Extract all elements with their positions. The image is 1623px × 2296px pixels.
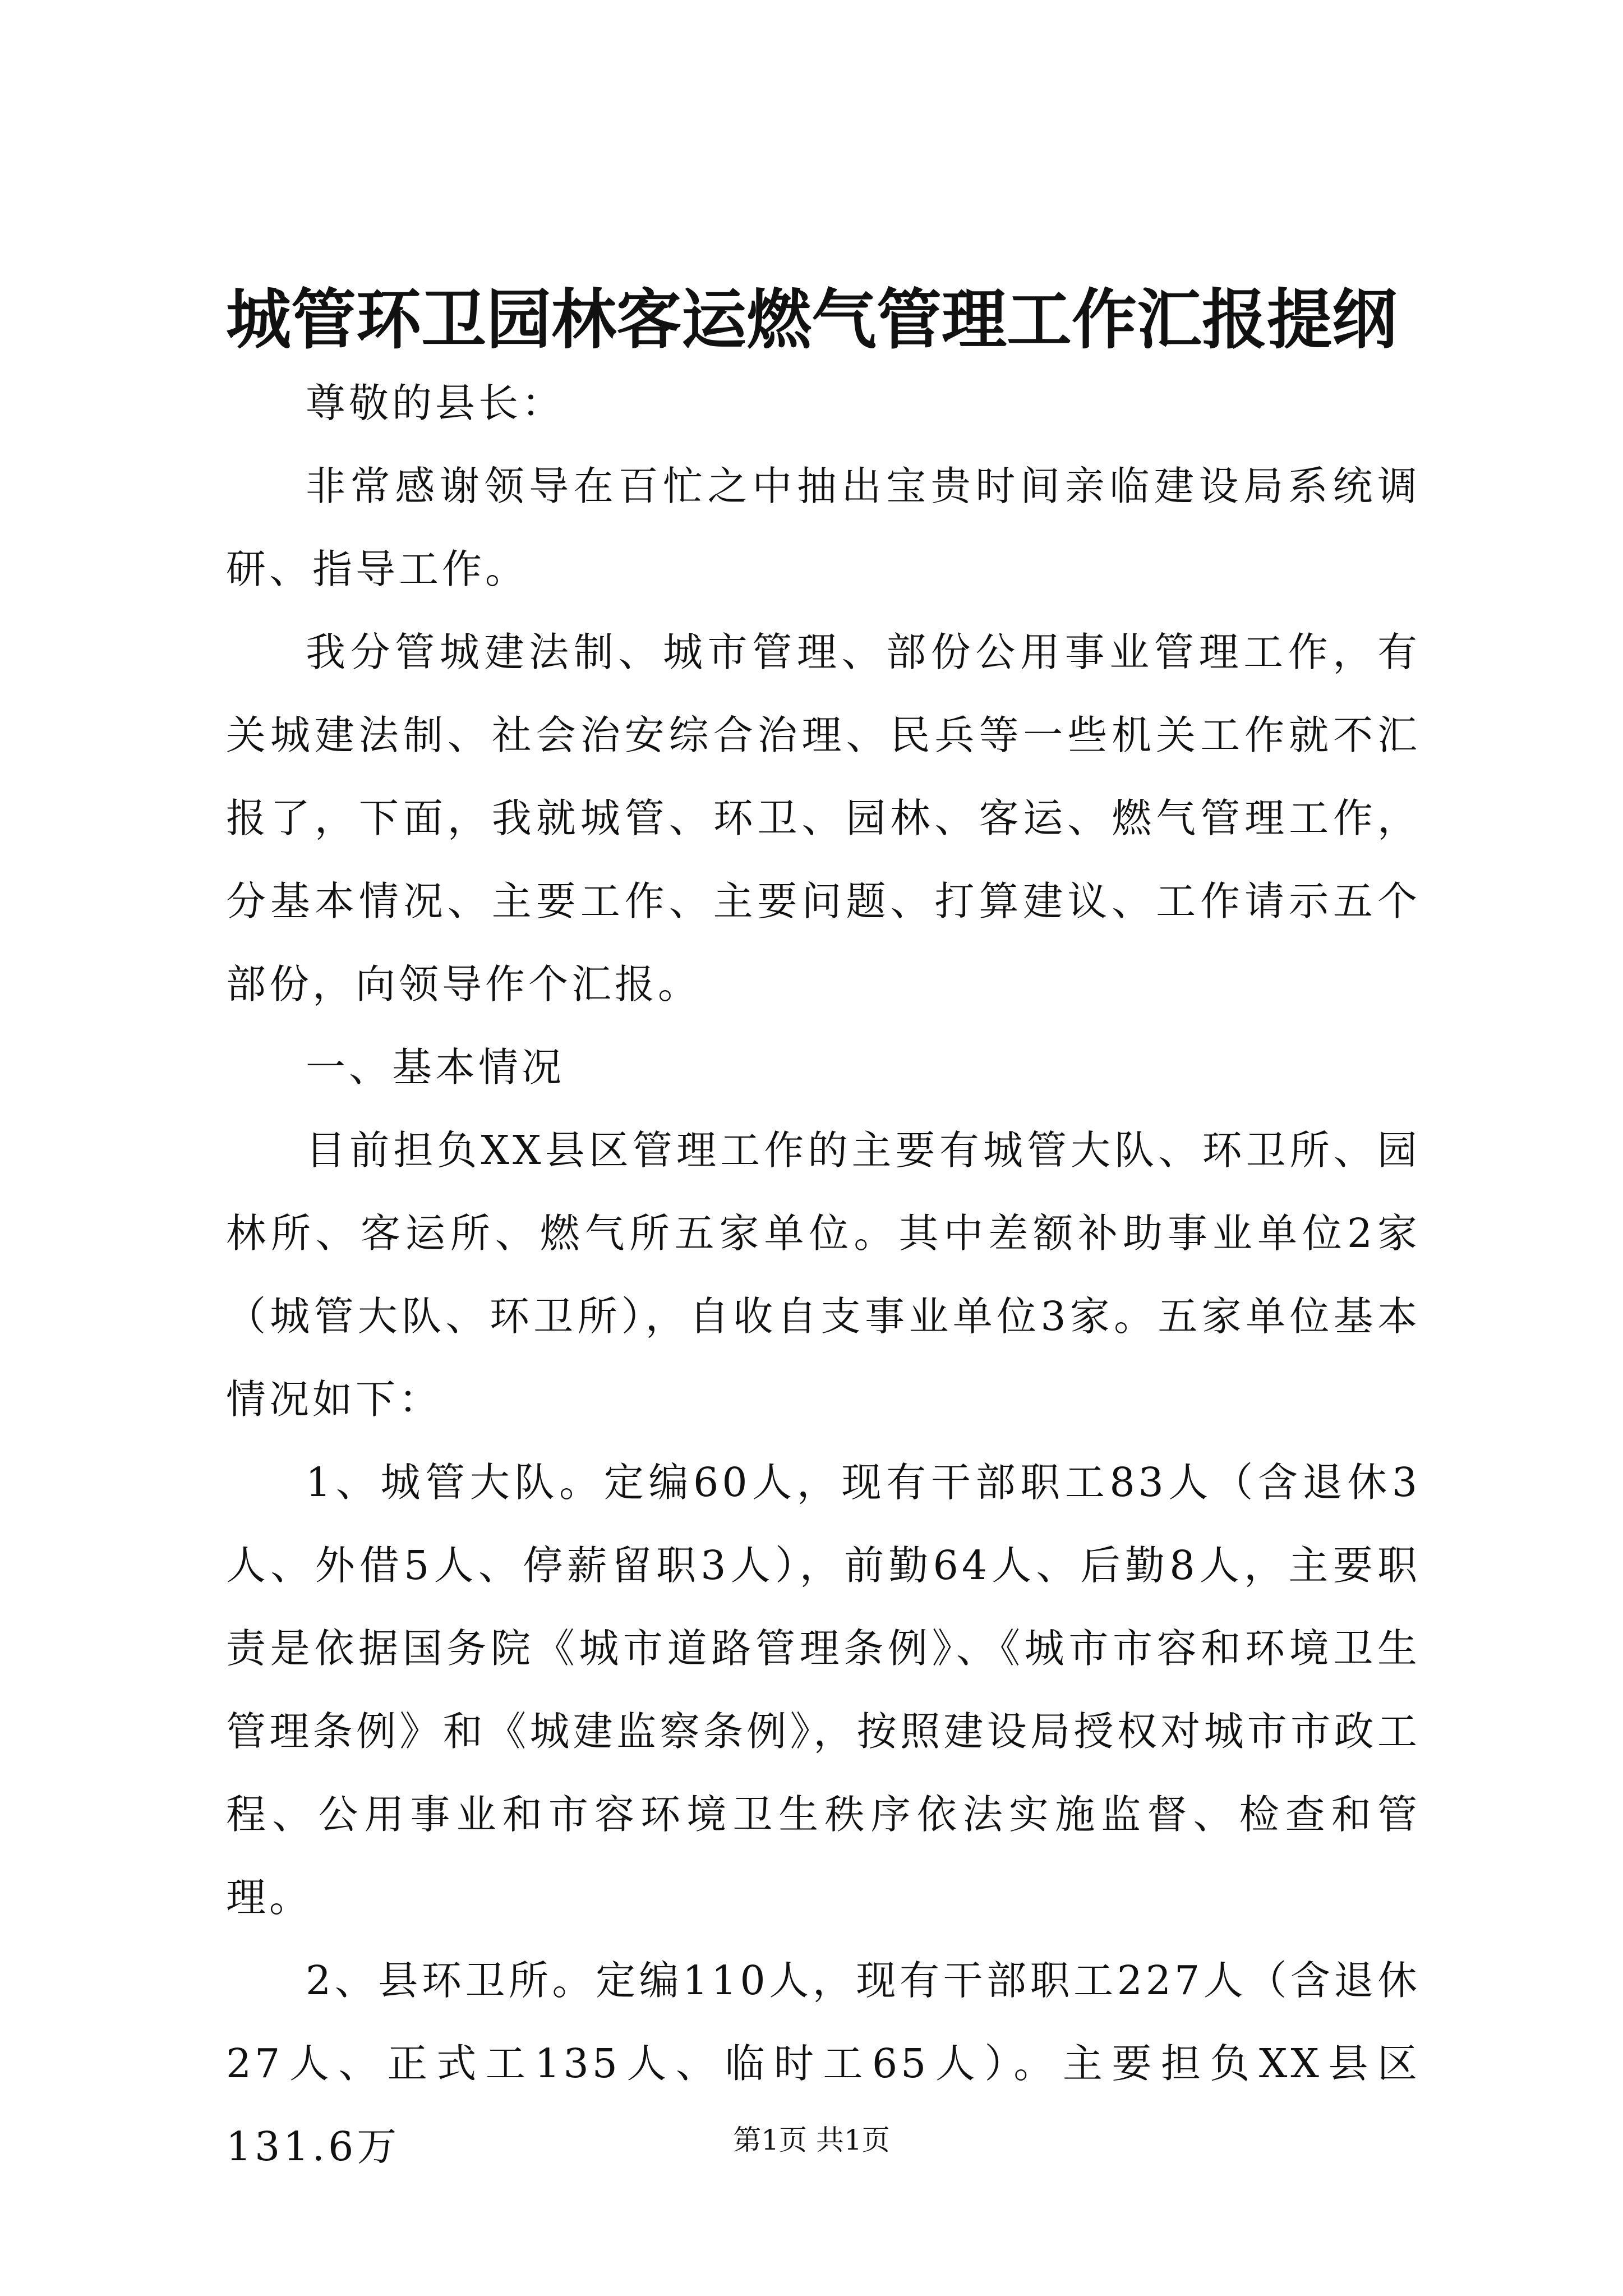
document-body <box>226 362 1421 2188</box>
document-title: 城管环卫园林客运燃气管理工作汇报提纲 <box>226 282 1397 358</box>
section-heading-basic-situation: 一、基本情况 <box>306 1044 565 1091</box>
paragraph-salutation: 尊敬的县长： <box>306 380 565 426</box>
paragraph-thanks: 非常感谢领导在百忙之中抽出宝贵时间亲临建设局系统调研、指导工作。 <box>226 463 1421 592</box>
paragraph-sanitation-office: 2、县环卫所。定编110人，现有干部职工227人（含退休27人、正式工135人、临时工65人）。主要担负XX县区131.6万 <box>226 1957 1421 2170</box>
paragraph-scope: 我分管城建法制、城市管理、部份公用事业管理工作，有关城建法制、社会治安综合治理、民兵等一些机关工作就不汇报了，下面，我就城管、环卫、园林、客运、燃气管理工作，分基本情况、主要工作、主要问题、打算建议、工作请示五个部份，向领导作个汇报。 <box>226 629 1421 1007</box>
paragraph-city-management-brigade: 1、城管大队。定编60人，现有干部职工83人（含退休3人、外借5人、停薪留职3人），前勤64人、后勤8人，主要职责是依据国务院《城市道路管理条例》、《城市市容和环境卫生管理条例》和《城建监察条例》，按照建设局授权对城市市政工程、公用事业和市容环境卫生秩序依法实施监督、检查和管理。 <box>226 1459 1421 1921</box>
page-footer: 第1页 共1页 <box>733 2124 890 2156</box>
paragraph-units-overview: 目前担负XX县区管理工作的主要有城管大队、环卫所、园林所、客运所、燃气所五家单位。其中差额补助事业单位2家（城管大队、环卫所），自收自支事业单位3家。五家单位基本情况如下： <box>226 1127 1421 1423</box>
